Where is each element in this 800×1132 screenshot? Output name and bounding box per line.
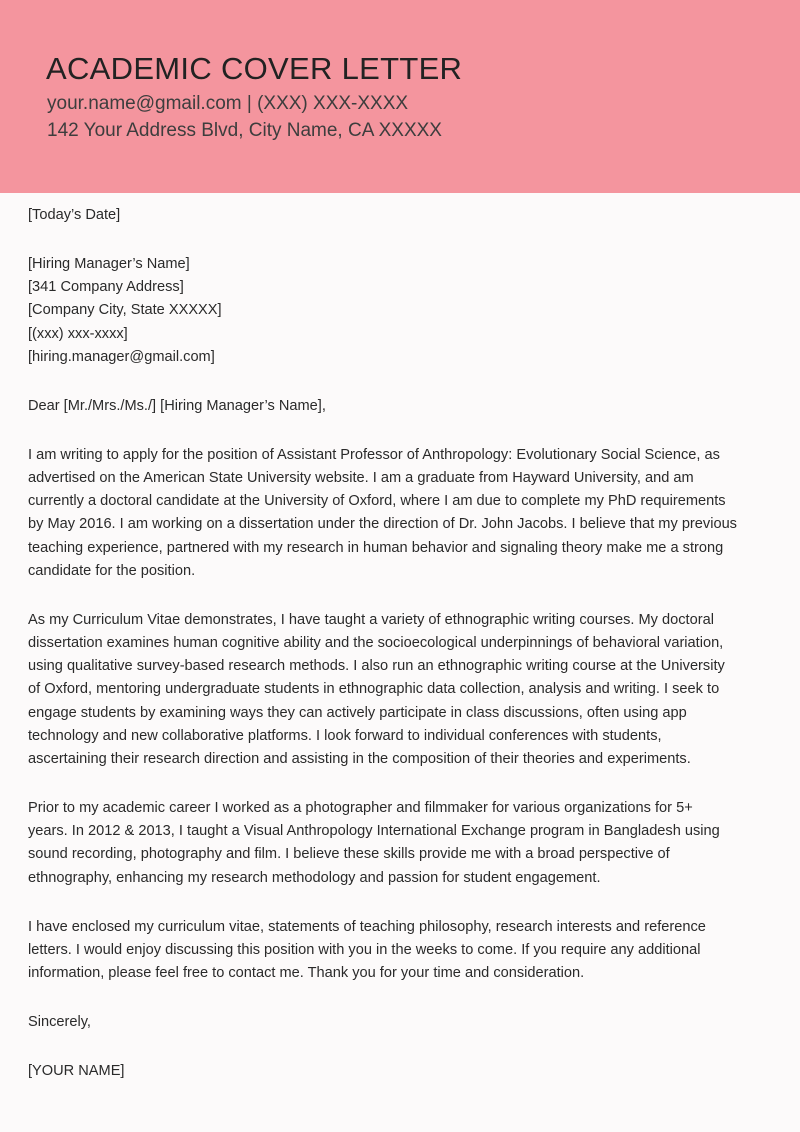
recipient-city-state: [Company City, State XXXXX]	[28, 302, 222, 319]
address-line: 142 Your Address Blvd, City Name, CA XXXXX	[47, 120, 442, 141]
salutation: Dear [Mr./Mrs./Ms./] [Hiring Manager’s Name],	[28, 397, 326, 414]
recipient-name: [Hiring Manager’s Name]	[28, 256, 190, 272]
paragraph-line: Prior to my academic career I worked as a photographer and filmmaker for various organizations for 5+	[28, 800, 693, 817]
recipient-phone: [(xxx) xxx-xxxx]	[28, 325, 128, 342]
body-paragraph	[28, 797, 758, 890]
document-title: ACADEMIC COVER LETTER	[46, 51, 463, 86]
paragraph-line: candidate for the position.	[28, 562, 196, 579]
letter-date: [Today’s Date]	[28, 207, 121, 223]
recipient-email: [hiring.manager@gmail.com]	[28, 348, 215, 365]
paragraph-line: ascertaining their research direction and assisting in the composition of their theories and experiments.	[28, 751, 691, 768]
paragraph-line: years. In 2012 & 2013, I taught a Visual Anthropology International Exchange program in Bangladesh using	[28, 823, 720, 840]
paragraph-line: advertised on the American State University website. I am a graduate from Hayward University, and am	[28, 470, 694, 487]
contact-line: your.name@gmail.com | (XXX) XXX-XXXX	[47, 93, 409, 114]
paragraph-line: of Oxford, mentoring undergraduate students in ethnographic data collection, analysis and writing. I seek to	[28, 681, 720, 698]
recipient-block	[28, 253, 758, 369]
paragraph-line: I am writing to apply for the position of Assistant Professor of Anthropology: Evolutionary Social Science, as	[28, 446, 720, 463]
paragraph-line: dissertation examines human cognitive ability and the socioecological underpinnings of behavioral variation,	[28, 635, 724, 652]
paragraph-line: currently a doctoral candidate at the University of Oxford, where I am due to complete my PhD requirements	[28, 493, 726, 510]
closing: Sincerely,	[28, 1014, 91, 1031]
header-banner	[0, 0, 800, 193]
body-paragraph	[28, 916, 758, 986]
paragraph-line: teaching experience, partnered with my research in human behavior and signaling theory make me a strong	[28, 539, 724, 556]
body-paragraph	[28, 444, 758, 583]
paragraph-line: I have enclosed my curriculum vitae, statements of teaching philosophy, research interests and reference	[28, 918, 706, 935]
paragraph-line: letters. I would enjoy discussing this position with you in the weeks to come. If you require any additional	[28, 941, 701, 958]
paragraph-line: engage students by examining ways they can actively participate in class discussions, often using app	[28, 704, 687, 721]
body-paragraph	[28, 609, 758, 771]
paragraph-line: ethnography, enhancing my research methodology and passion for student engagement.	[28, 869, 601, 886]
recipient-address: [341 Company Address]	[28, 279, 184, 296]
paragraph-line: technology and new collaborative platforms. I look forward to individual conferences with students,	[28, 727, 662, 744]
signature: [YOUR NAME]	[28, 1063, 125, 1080]
letter-body	[28, 204, 758, 1083]
paragraph-line: sound recording, photography and film. I believe these skills provide me with a broad perspective of	[28, 846, 670, 863]
paragraph-line: by May 2016. I am working on a dissertation under the direction of Dr. John Jacobs. I believe that my previous	[28, 516, 737, 533]
paragraph-line: As my Curriculum Vitae demonstrates, I have taught a variety of ethnographic writing courses. My doctoral	[28, 611, 714, 628]
paragraph-line: information, please feel free to contact me. Thank you for your time and consideration.	[28, 965, 585, 982]
paragraph-line: using qualitative survey-based research methods. I also run an ethnographic writing course at the University	[28, 658, 725, 675]
letter-paragraphs	[28, 444, 758, 1011]
